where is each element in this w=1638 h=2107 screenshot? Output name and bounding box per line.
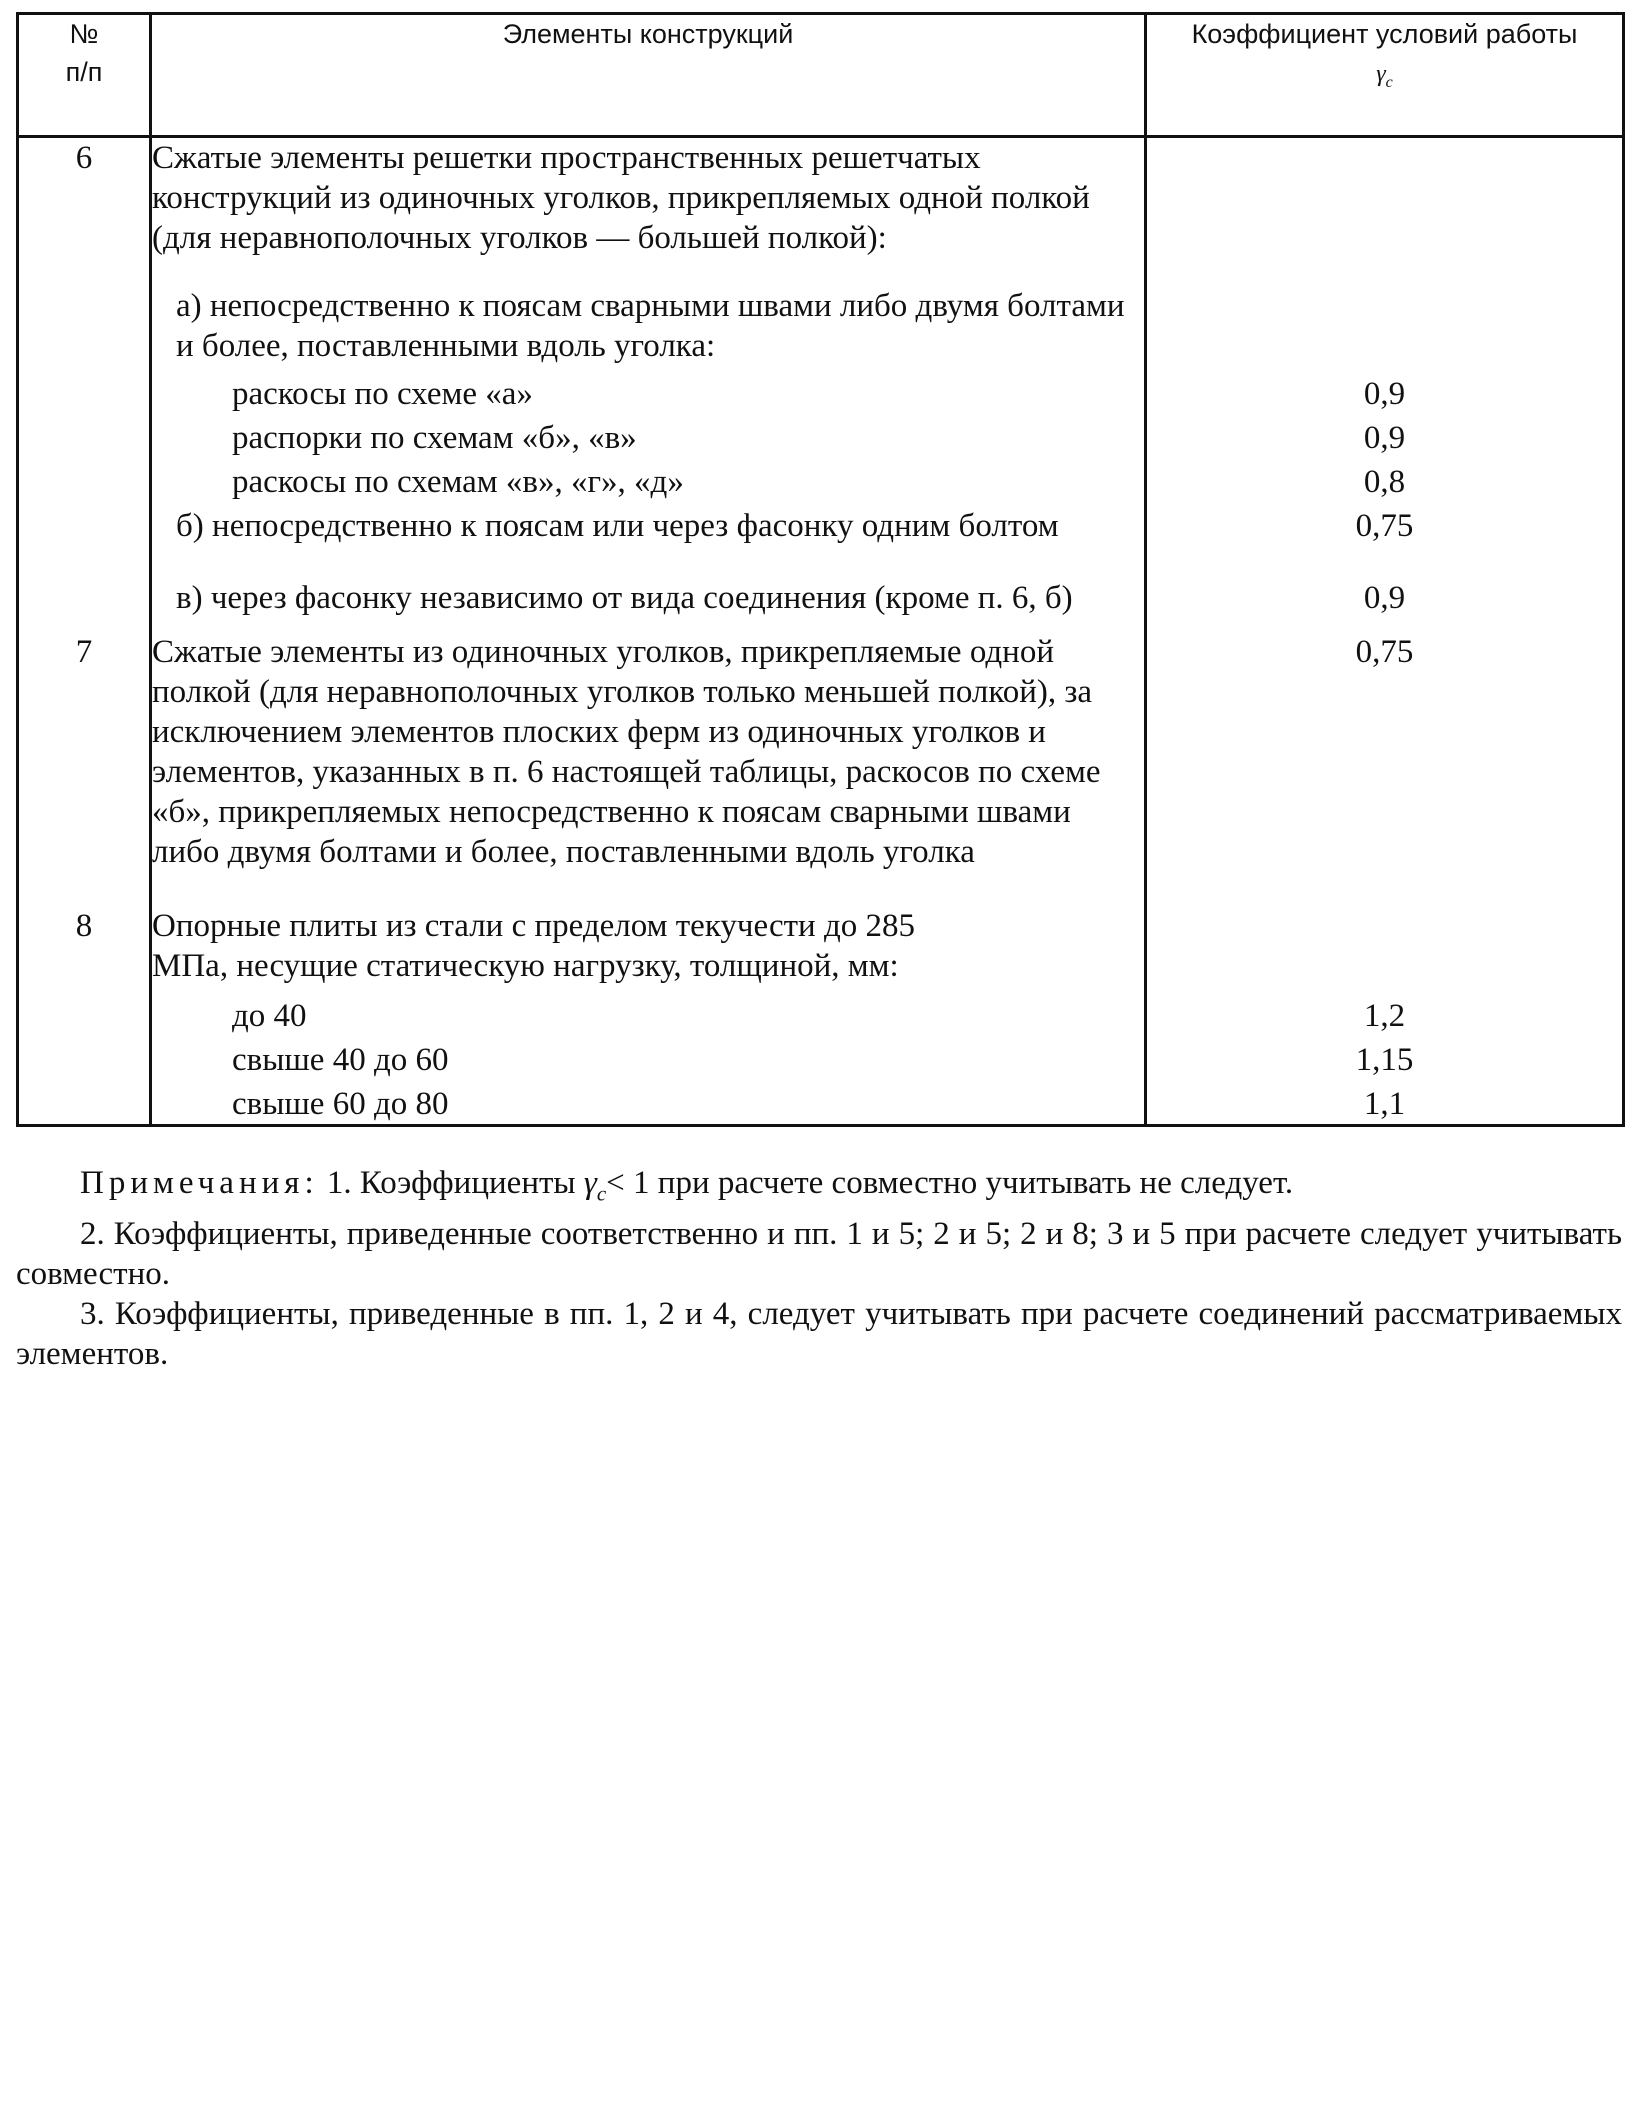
table-header-row — [18, 14, 1624, 137]
row-number: 8 — [18, 906, 151, 996]
row-number — [18, 374, 151, 418]
header-coefficient — [1146, 14, 1624, 137]
coefficients-table — [16, 12, 1625, 1127]
row-description: Сжатые элементы из одиночных уголков, прикрепляемые одной полкой (для неравнополочных уголков только меньшей полкой), за исключением элементов плоских ферм из одиночных уголков и элементов, указанных в п. 6 настоящей таблицы, раскосов по схеме «б», прикрепляемых непосредственно к поясам сварными швами либо двумя болтами и более, поставленными вдоль уголка — [151, 632, 1146, 906]
row-description: в) через фасонку независимо от вида соединения (кроме п. 6, б) — [151, 578, 1146, 632]
note-2: 2. Коэффициенты, приведенные соответственно и пп. 1 и 5; 2 и 5; 2 и 8; 3 и 5 при расчете следует учитывать совместно. — [16, 1215, 1622, 1292]
table-row — [18, 506, 1624, 578]
header-coefficient-symbol: $\gamma_c$ — [1376, 61, 1393, 91]
table-row — [18, 996, 1624, 1040]
row-number: 6 — [18, 137, 151, 287]
row-description: раскосы по схеме «а» — [151, 374, 1146, 418]
notes-label: Примечания: — [80, 1165, 319, 1201]
row-description: раскосы по схемам «в», «г», «д» — [151, 462, 1146, 506]
row-value: 0,8 — [1146, 462, 1624, 506]
gamma-symbol: $\gamma_c$ — [583, 1165, 607, 1206]
table-row — [18, 1040, 1624, 1084]
table-notes — [16, 1163, 1622, 1374]
row-value — [1146, 906, 1624, 996]
header-number-line1: № — [69, 19, 99, 49]
row-value: 0,75 — [1146, 632, 1624, 906]
row-description: свыше 40 до 60 — [151, 1040, 1146, 1084]
row-number — [18, 418, 151, 462]
header-number-line2: п/п — [65, 57, 103, 87]
table-row — [18, 462, 1624, 506]
row-value: 0,9 — [1146, 578, 1624, 632]
row-value: 1,15 — [1146, 1040, 1624, 1084]
row-value — [1146, 286, 1624, 374]
row-number — [18, 578, 151, 632]
row-number — [18, 462, 151, 506]
row-value: 1,1 — [1146, 1084, 1624, 1126]
row-description: б) непосредственно к поясам или через фасонку одним болтом — [151, 506, 1146, 578]
table-row — [18, 286, 1624, 374]
row-description: распорки по схемам «б», «в» — [151, 418, 1146, 462]
row-value: 0,75 — [1146, 506, 1624, 578]
table-row — [18, 906, 1624, 996]
table-row — [18, 418, 1624, 462]
header-elements: Элементы конструкций — [151, 14, 1146, 137]
row-value: 0,9 — [1146, 418, 1624, 462]
row-description: а) непосредственно к поясам сварными швами либо двумя болтами и более, поставленными вдоль уголка: — [151, 286, 1146, 374]
row-value — [1146, 137, 1624, 287]
row-description: до 40 — [151, 996, 1146, 1040]
table-row — [18, 1084, 1624, 1126]
row-number — [18, 286, 151, 374]
header-coefficient-label: Коэффициент условий работы — [1191, 19, 1578, 49]
note-1: Примечания: 1. Коэффициенты $\gamma_c< 1$ при расчете совместно учитывать не следует. — [80, 1165, 1294, 1206]
row-description: свыше 60 до 80 — [151, 1084, 1146, 1126]
row-value: 1,2 — [1146, 996, 1624, 1040]
row-description: Сжатые элементы решетки пространственных решетчатых конструкций из одиночных уголков, прикрепляемых одной полкой (для неравнополочных уголков — большей полкой): — [151, 137, 1146, 287]
row-number — [18, 506, 151, 578]
row-description: Опорные плиты из стали с пределом текучести до 285 МПа, несущие статическую нагрузку, толщиной, мм: — [151, 906, 1146, 996]
row-number: 7 — [18, 632, 151, 906]
row-number — [18, 1084, 151, 1126]
row-number — [18, 1040, 151, 1084]
header-number — [18, 14, 151, 137]
row-number — [18, 996, 151, 1040]
table-row — [18, 374, 1624, 418]
document-page — [16, 12, 1622, 1374]
table-row — [18, 578, 1624, 632]
note-3: 3. Коэффициенты, приведенные в пп. 1, 2 и 4, следует учитывать при расчете соединений рассматриваемых элементов. — [16, 1295, 1622, 1372]
table-row — [18, 632, 1624, 906]
row-value: 0,9 — [1146, 374, 1624, 418]
table-row — [18, 137, 1624, 287]
